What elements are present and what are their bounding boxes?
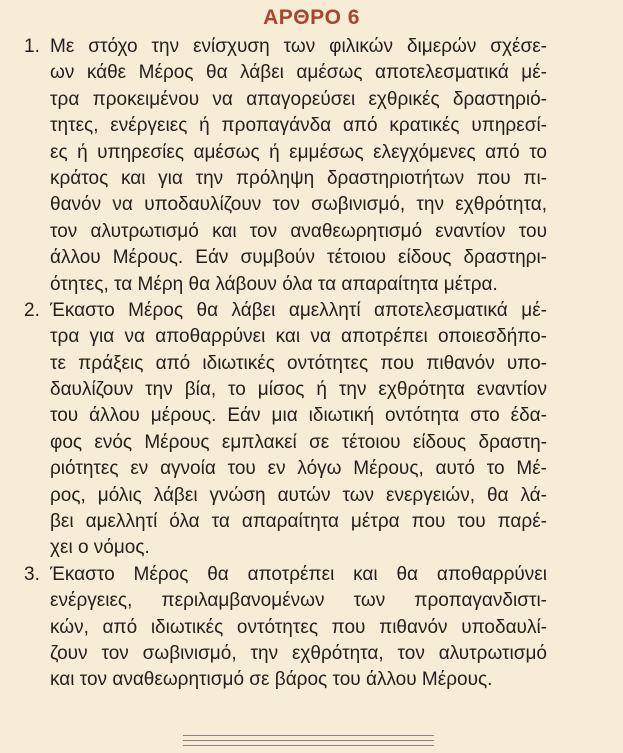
- clause-line: τρα προκειμένου να απαγορεύσει εχθρικές δραστηριό-: [50, 88, 547, 110]
- divider-rule: [183, 735, 434, 736]
- clause-2: [0, 298, 623, 562]
- clause-line: άλλου Μέρους. Εάν συμβούν τέτοιου είδους δραστηρι-: [50, 247, 547, 269]
- clause-line: τρα για να αποθαρρύνει και να αποτρέπει οποιεσδήπο-: [50, 326, 547, 348]
- clause-1: [0, 34, 623, 298]
- clause-line: του άλλου μέρους. Εάν μια ιδιωτική οντότητα στο έδα-: [50, 405, 547, 427]
- clause-line: χει ο νόμος.: [50, 537, 150, 559]
- divider-rule: [183, 745, 434, 746]
- clause-line: ενέργειες, περιλαμβανομένων των προπαγανδιστι-: [50, 590, 547, 612]
- clause-line: θανόν να υποδαυλίζουν τον σωβινισμό, την εχθρότητα,: [50, 194, 547, 216]
- divider-rule: [183, 740, 434, 741]
- clause-line: δαυλίζουν την βία, το μίσος ή την εχθρότητα εναντίον: [50, 379, 547, 401]
- clause-3: [0, 562, 623, 694]
- clause-line: τον αλυτρωτισμό και τον αναθεωρητισμό εναντίον του: [50, 220, 547, 242]
- clause-line: ότητες, τα Μέρη θα λάβουν όλα τα απαραίτητα μέτρα.: [50, 273, 498, 295]
- clause-line: και τον αναθεωρητισμό σε βάρος του άλλου Μέρους.: [50, 669, 493, 691]
- clause-line: ρος, μόλις λάβει γνώση αυτών των ενεργειών, θα λά-: [50, 484, 547, 506]
- clause-line: ριότητες εν αγνοία του εν λόγω Μέρους, αυτό το Μέ-: [50, 458, 547, 480]
- clause-number: 2.: [24, 299, 40, 321]
- clause-line: Έκαστο Μέρος θα λάβει αμελλητί αποτελεσματικά μέ-: [50, 299, 547, 321]
- clause-line: ων κάθε Μέρος θα λάβει αμέσως αποτελεσματικά μέ-: [50, 62, 547, 84]
- clause-line: Έκαστο Μέρος θα αποτρέπει και θα αποθαρρύνει: [50, 563, 547, 585]
- clause-number: 3.: [24, 563, 40, 585]
- clause-line: Με στόχο την ενίσχυση των φιλικών διμερών σχέσε-: [50, 36, 547, 57]
- clause-line: κράτος και για την πρόληψη δραστηριοτήτων που πι-: [50, 167, 547, 189]
- clause-line: φος ενός Μέρους εμπλακεί σε τέτοιου είδους δραστη-: [50, 431, 547, 453]
- clause-line: κών, από ιδιωτικές οντότητες που πιθανόν υποδαυλί-: [50, 616, 547, 638]
- clause-line: βει αμελλητί όλα τα απαραίτητα μέτρα που του παρέ-: [50, 511, 547, 533]
- article-title: ΑΡΘΡΟ 6: [263, 6, 360, 29]
- article-body: [0, 34, 623, 694]
- clause-line: τητες, ενέργειες ή προπαγάνδα από κρατικές υπηρεσί-: [50, 115, 547, 137]
- clause-line: τε πράξεις από ιδιωτικές οντότητες που πιθανόν υπο-: [50, 352, 547, 374]
- clause-number: 1.: [24, 36, 40, 57]
- clause-line: ζουν τον σωβινισμό, την εχθρότητα, τον αλυτρωτισμό: [50, 642, 547, 664]
- clause-line: ες ή υπηρεσίες αμέσως ή εμμέσως ελεγχόμενες από το: [50, 141, 547, 163]
